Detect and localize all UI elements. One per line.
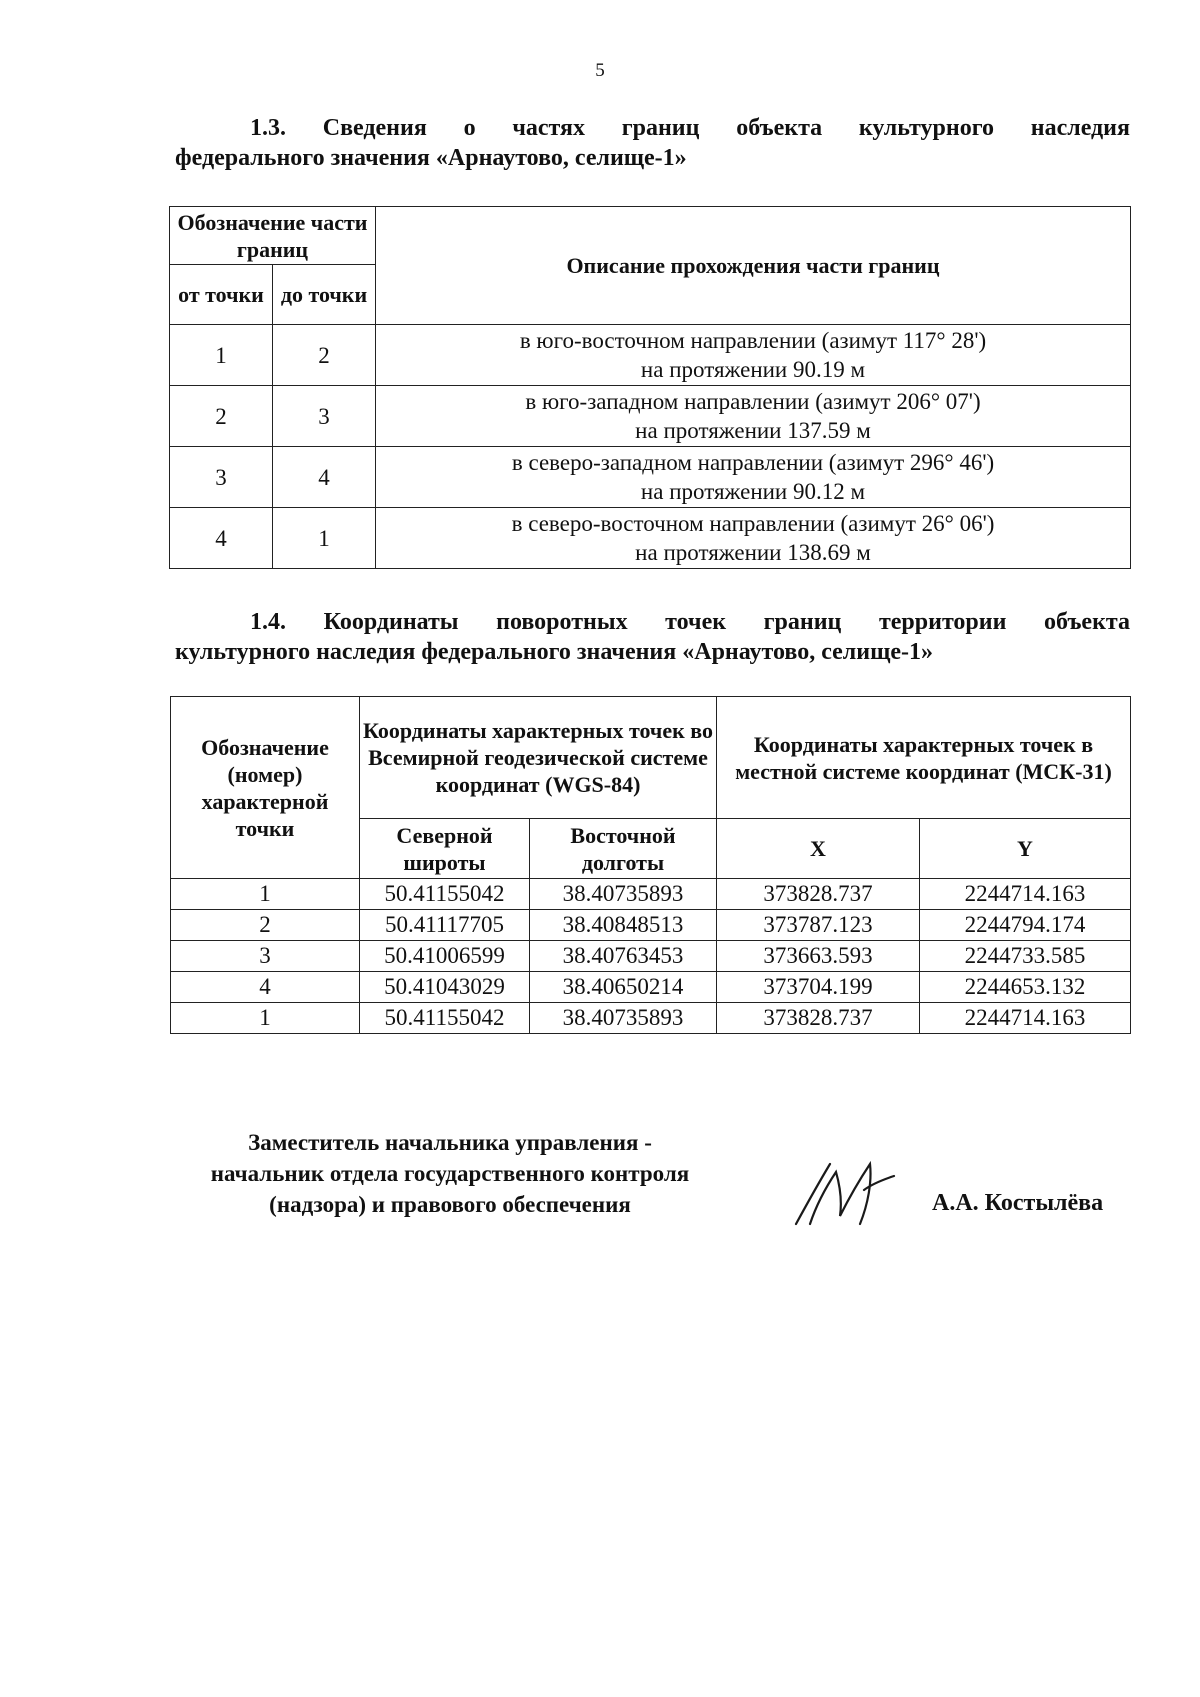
page-number: 5	[595, 60, 605, 81]
point-cell: 4	[171, 972, 360, 1003]
section-1-4-title-line2: культурного наследия федерального значения «Арнаутово, селище-1»	[175, 639, 933, 665]
table-row	[170, 447, 1131, 508]
table-row	[171, 972, 1131, 1003]
point-designation-header: Обозначение (номер) характерной точки	[171, 697, 360, 879]
point-cell: 1	[171, 879, 360, 910]
longitude-cell: 38.40735893	[530, 879, 717, 910]
longitude-cell: 38.40848513	[530, 910, 717, 941]
wgs84-header: Координаты характерных точек во Всемирной геодезической системе координат (WGS-84)	[360, 697, 717, 819]
boundary-parts-table	[169, 206, 1131, 569]
table-row	[170, 325, 1131, 386]
from-cell: 1	[170, 325, 273, 386]
section-1-4-title	[175, 607, 1130, 667]
table-row	[170, 386, 1131, 447]
latitude-cell: 50.41155042	[360, 879, 530, 910]
y-cell: 2244714.163	[920, 879, 1131, 910]
from-cell: 3	[170, 447, 273, 508]
point-cell: 3	[171, 941, 360, 972]
latitude-cell: 50.41006599	[360, 941, 530, 972]
to-cell: 4	[273, 447, 376, 508]
description-cell: в северо-западном направлении (азимут 296° 46') на протяжении 90.12 м	[376, 447, 1131, 508]
section-1-3-title-line2: федерального значения «Арнаутово, селище-1»	[175, 145, 687, 171]
from-cell: 2	[170, 386, 273, 447]
x-cell: 373704.199	[717, 972, 920, 1003]
latitude-cell: 50.41117705	[360, 910, 530, 941]
longitude-header: Восточной долготы	[530, 819, 717, 879]
description-cell: в северо-восточном направлении (азимут 26° 06') на протяжении 138.69 м	[376, 508, 1131, 569]
section-1-3-title-line1: 1.3. Сведения о частях границ объекта культурного наследия	[250, 115, 1130, 141]
position-line: начальник отдела государственного контроля	[210, 1161, 690, 1186]
to-cell: 2	[273, 325, 376, 386]
designation-header: Обозначение части границ	[170, 207, 376, 265]
coordinates-table	[170, 696, 1131, 1034]
y-cell: 2244733.585	[920, 941, 1131, 972]
longitude-cell: 38.40763453	[530, 941, 717, 972]
longitude-cell: 38.40735893	[530, 1003, 717, 1034]
table-row	[171, 879, 1131, 910]
table-row	[170, 508, 1131, 569]
section-1-4-title-line1: 1.4. Координаты поворотных точек границ территории объекта	[250, 609, 1130, 635]
table-row	[171, 941, 1131, 972]
latitude-cell: 50.41155042	[360, 1003, 530, 1034]
longitude-cell: 38.40650214	[530, 972, 717, 1003]
signatory-position	[180, 1127, 720, 1220]
point-cell: 2	[171, 910, 360, 941]
point-cell: 1	[171, 1003, 360, 1034]
from-point-header: от точки	[170, 265, 273, 325]
from-cell: 4	[170, 508, 273, 569]
description-cell: в юго-восточном направлении (азимут 117° 28') на протяжении 90.19 м	[376, 325, 1131, 386]
x-cell: 373663.593	[717, 941, 920, 972]
y-cell: 2244794.174	[920, 910, 1131, 941]
x-cell: 373828.737	[717, 1003, 920, 1034]
x-header: X	[717, 819, 920, 879]
position-line: (надзора) и правового обеспечения	[269, 1192, 631, 1217]
y-header: Y	[920, 819, 1131, 879]
to-point-header: до точки	[273, 265, 376, 325]
description-cell: в юго-западном направлении (азимут 206° 07') на протяжении 137.59 м	[376, 386, 1131, 447]
signer-name: А.А. Костылёва	[932, 1190, 1104, 1216]
position-line: Заместитель начальника управления -	[248, 1130, 652, 1155]
y-cell: 2244714.163	[920, 1003, 1131, 1034]
table-row	[171, 1003, 1131, 1034]
to-cell: 3	[273, 386, 376, 447]
msk31-header: Координаты характерных точек в местной системе координат (МСК-31)	[717, 697, 1131, 819]
latitude-cell: 50.41043029	[360, 972, 530, 1003]
description-header: Описание прохождения части границ	[376, 207, 1131, 325]
x-cell: 373828.737	[717, 879, 920, 910]
y-cell: 2244653.132	[920, 972, 1131, 1003]
section-1-3-title	[175, 113, 1130, 173]
table-row	[171, 910, 1131, 941]
handwritten-signature-icon	[790, 1150, 900, 1235]
x-cell: 373787.123	[717, 910, 920, 941]
to-cell: 1	[273, 508, 376, 569]
latitude-header: Северной широты	[360, 819, 530, 879]
